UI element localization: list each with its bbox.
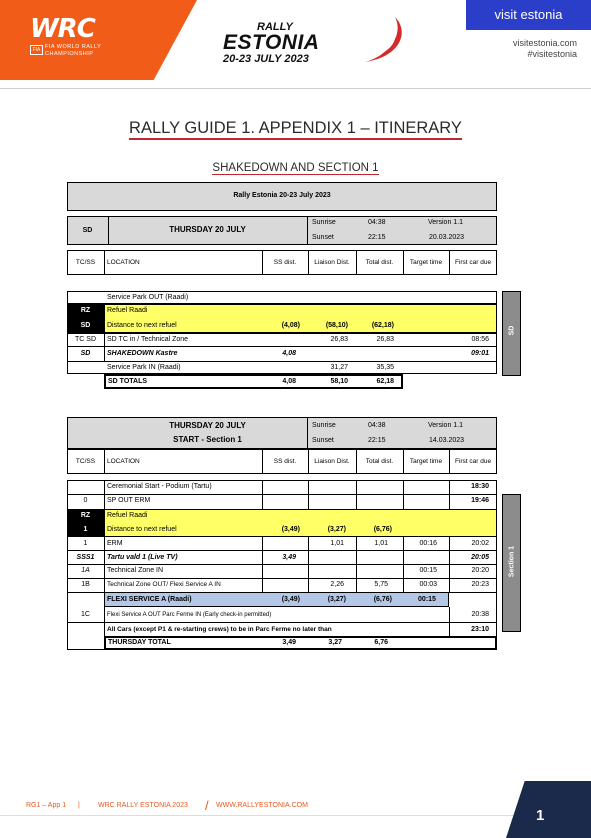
col-liaison: Liaison Dist. <box>314 458 350 465</box>
wrc-subtitle <box>45 44 101 58</box>
table2-start: START - Section 1 <box>173 435 242 444</box>
row-divider <box>67 550 497 551</box>
sunrise-time: 04:38 <box>368 422 386 429</box>
col-target: Target time <box>409 458 443 465</box>
table-row: Technical Zone OUT/ Flexi Service A IN <box>107 581 221 588</box>
first-car: 09:01 <box>471 350 489 357</box>
first-car: 20:02 <box>471 540 489 547</box>
footer-sep2: / <box>205 798 209 813</box>
liaison-dist: (58,10) <box>325 322 348 329</box>
table-row: Distance to next refuel <box>107 526 177 533</box>
total-dist: (62,18) <box>371 322 394 329</box>
table-row: Ceremonial Start - Podium (Tartu) <box>107 483 212 490</box>
visit-links <box>513 38 577 60</box>
row-code: SD <box>80 350 91 357</box>
rz-code: RZ <box>67 304 104 319</box>
total-dist: 62,18 <box>376 378 394 385</box>
row-code: 1C <box>81 611 90 618</box>
table-row: Service Park IN (Raadi) <box>107 364 181 371</box>
header-divider <box>0 88 591 89</box>
table1-day: THURSDAY 20 JULY <box>169 225 246 234</box>
col-location: LOCATION <box>107 259 140 266</box>
divider <box>356 480 357 510</box>
table1-sd-code: SD <box>82 227 93 234</box>
target-time: 00:16 <box>419 540 437 547</box>
col-ss-dist: SS dist. <box>273 458 297 465</box>
row-code: 1A <box>81 567 90 574</box>
sunrise-label: Sunrise <box>312 219 336 226</box>
estonia-word: ESTONIA <box>223 31 320 54</box>
visit-estonia-button[interactable]: visit estonia <box>466 0 591 30</box>
page-title: RALLY GUIDE 1. APPENDIX 1 – ITINERARY <box>129 119 462 140</box>
table-row: Refuel Raadi <box>107 512 148 519</box>
col-first-car: First car due <box>454 259 492 266</box>
row-divider <box>67 346 497 347</box>
wrc-subtitle-line2: CHAMPIONSHIP <box>45 51 94 57</box>
version-label: Version 1.1 <box>428 422 464 429</box>
total-dist: 26,83 <box>376 336 394 343</box>
sunset-time: 22:15 <box>368 234 386 241</box>
first-car: 20:05 <box>471 554 489 561</box>
col-target: Target time <box>409 259 443 266</box>
ss-dist: 4,08 <box>282 350 296 357</box>
col-total: Total dist. <box>365 458 394 465</box>
col-total: Total dist. <box>365 259 394 266</box>
thursday-total-label: THURSDAY TOTAL <box>108 639 171 646</box>
table-row: SD TC in / Technical Zone <box>107 336 189 343</box>
row-code: 1 <box>83 540 88 547</box>
table1-banner: Rally Estonia 20-23 July 2023 <box>233 192 331 199</box>
version-label: Version 1.1 <box>428 219 464 226</box>
ss-dist: 3,49 <box>282 639 296 646</box>
row-code: SSS1 <box>76 554 95 561</box>
table-row: All Cars (except P1 & re-starting crews) to be in Parc Ferme no later than <box>107 626 332 633</box>
footer-event: WRC RALLY ESTONIA 2023 <box>98 802 188 809</box>
first-car: 08:56 <box>471 336 489 343</box>
sunset-time: 22:15 <box>368 437 386 444</box>
divider <box>403 480 404 510</box>
section-title-wrap <box>0 158 591 176</box>
sd-totals-label: SD TOTALS <box>108 378 148 385</box>
version-date: 20.03.2023 <box>429 234 465 241</box>
col-tcss: TC/SS <box>75 259 96 266</box>
first-car: 19:46 <box>471 497 489 504</box>
col-ss-dist: SS dist. <box>273 259 297 266</box>
sunrise-time: 04:38 <box>368 219 386 226</box>
ss-dist: (4,08) <box>281 322 300 329</box>
table-row: Distance to next refuel <box>107 322 177 329</box>
liaison-dist: (3,27) <box>327 596 346 603</box>
target-time: 00:15 <box>419 567 437 574</box>
sunset-label: Sunset <box>312 437 334 444</box>
table-row: Flexi Service A OUT Parc Ferme IN (Early check-in permitted) <box>107 612 272 618</box>
rally-estonia-logo <box>215 18 415 74</box>
sunset-label: Sunset <box>312 234 334 241</box>
visit-link-site[interactable]: visitestonia.com <box>512 38 577 48</box>
footer-ref: RG1 – App 1 <box>26 802 67 809</box>
row-divider <box>67 622 497 623</box>
rally-word: RALLY <box>257 21 293 33</box>
divider <box>307 417 308 449</box>
sd-code: SD <box>67 319 104 333</box>
total-dist: (6,76) <box>373 596 392 603</box>
divider <box>262 480 263 510</box>
page-number-box <box>506 781 591 838</box>
table-row: Technical Zone IN <box>107 567 164 574</box>
ss-dist: (3,49) <box>281 596 300 603</box>
total-dist: 1,01 <box>374 540 388 547</box>
liaison-dist: 3,27 <box>328 639 342 646</box>
sd-code: 1 <box>67 523 104 537</box>
section1-side-label: Section 1 <box>508 545 516 578</box>
divider <box>307 216 308 245</box>
first-car: 20:20 <box>471 567 489 574</box>
rz-code: RZ <box>67 509 104 523</box>
liaison-dist: 26,83 <box>330 336 348 343</box>
divider <box>308 480 309 510</box>
liaison-dist: 2,26 <box>330 581 344 588</box>
swoosh-icon <box>355 12 415 72</box>
divider <box>104 480 105 510</box>
sd-side-label: SD <box>508 325 516 336</box>
ss-dist: (3,49) <box>281 526 300 533</box>
version-date: 14.03.2023 <box>429 437 465 444</box>
fia-badge: FIA <box>30 45 43 55</box>
table-row: SP OUT ERM <box>107 497 151 504</box>
visit-link-hashtag: #visitestonia <box>527 49 577 59</box>
table-row: Refuel Raadi <box>107 307 148 314</box>
divider <box>104 250 105 275</box>
liaison-dist: (3,27) <box>327 526 346 533</box>
liaison-dist: 1,01 <box>330 540 344 547</box>
liaison-dist: 31,27 <box>330 364 348 371</box>
first-car: 18:30 <box>471 483 489 490</box>
col-tcss: TC/SS <box>75 458 96 465</box>
sunrise-label: Sunrise <box>312 422 336 429</box>
first-car: 20:23 <box>471 581 489 588</box>
table-row: Tartu vald 1 (Live TV) <box>107 554 178 561</box>
divider <box>104 333 105 361</box>
total-dist: 35,35 <box>376 364 394 371</box>
target-time: 00:03 <box>419 581 437 588</box>
row-code: 0 <box>83 497 88 504</box>
table-row: ERM <box>107 540 123 547</box>
page-number: 1 <box>536 807 545 824</box>
ss-dist: 3,49 <box>282 554 296 561</box>
event-dates: 20-23 JULY 2023 <box>223 53 309 65</box>
first-car: 20:38 <box>471 611 489 618</box>
total-dist: (6,76) <box>373 526 392 533</box>
section-title: SHAKEDOWN AND SECTION 1 <box>212 162 379 174</box>
col-first-car: First car due <box>454 458 492 465</box>
col-location: LOCATION <box>107 458 140 465</box>
wrc-logo: WRC <box>30 14 95 44</box>
total-dist: 6,76 <box>374 639 388 646</box>
wrc-subtitle-line1: FIA WORLD RALLY <box>45 44 102 50</box>
first-car: 23:10 <box>471 626 489 633</box>
row-code: 1B <box>81 581 90 588</box>
table-row: Service Park OUT (Raadi) <box>107 294 189 301</box>
footer-divider <box>0 815 591 816</box>
page-title-wrap <box>0 119 591 138</box>
table2-day: THURSDAY 20 JULY <box>169 421 246 430</box>
footer-sep1: | <box>78 802 80 809</box>
liaison-dist: 58,10 <box>330 378 348 385</box>
flexi-service-label: FLEXI SERVICE A (Raadi) <box>107 596 192 603</box>
total-dist: 5,75 <box>374 581 388 588</box>
table-row: SHAKEDOWN Kastre <box>107 350 178 357</box>
ss-dist: 4,08 <box>282 378 296 385</box>
divider <box>104 449 105 474</box>
target-time: 00:15 <box>418 596 436 603</box>
col-liaison: Liaison Dist. <box>314 259 350 266</box>
footer-site[interactable]: WWW.RALLYESTONIA.COM <box>216 802 308 809</box>
row-code: TC SD <box>75 336 96 343</box>
